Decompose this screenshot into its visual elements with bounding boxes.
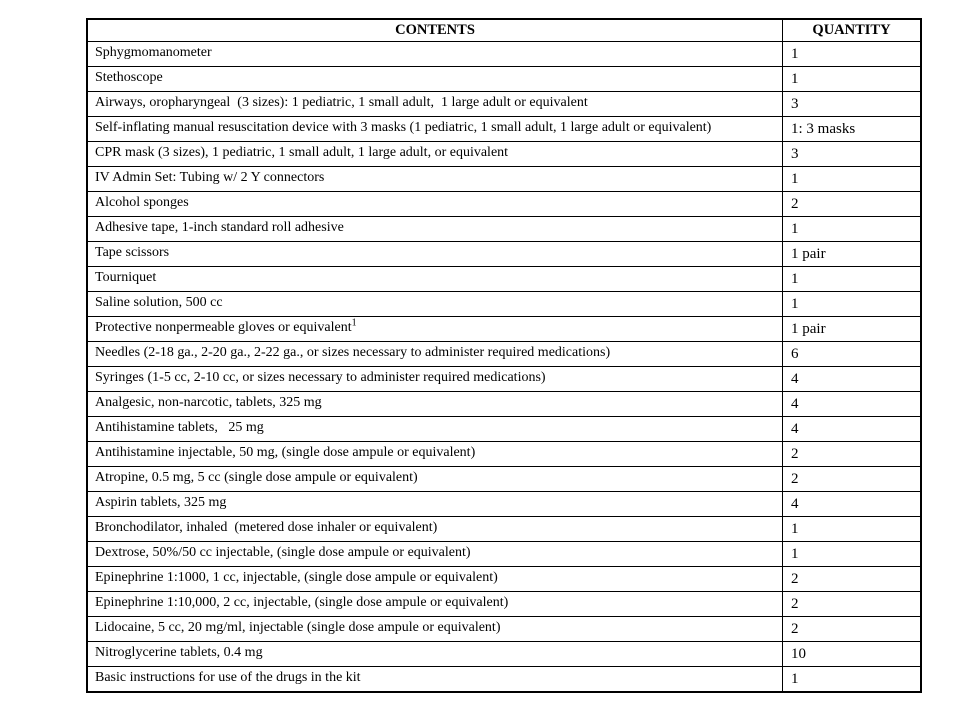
table-row [87, 117, 921, 142]
contents-cell: Dextrose, 50%/50 cc injectable, (single dose ampule or equivalent) [87, 542, 783, 567]
contents-cell: Needles (2-18 ga., 2-20 ga., 2-22 ga., or sizes necessary to administer required medications) [87, 342, 783, 367]
quantity-cell: 3 [783, 92, 922, 117]
contents-cell: Lidocaine, 5 cc, 20 mg/ml, injectable (single dose ampule or equivalent) [87, 617, 783, 642]
quantity-column-header: QUANTITY [783, 19, 922, 42]
contents-cell: Stethoscope [87, 67, 783, 92]
contents-cell: Self-inflating manual resuscitation device with 3 masks (1 pediatric, 1 small adult, 1 large adult or equivalent) [87, 117, 783, 142]
table-row [87, 567, 921, 592]
quantity-cell: 2 [783, 567, 922, 592]
contents-cell: Aspirin tablets, 325 mg [87, 492, 783, 517]
contents-cell: Protective nonpermeable gloves or equivalent$^1$ [87, 317, 783, 342]
contents-cell: Sphygmomanometer [87, 42, 783, 67]
contents-cell: Airways, oropharyngeal (3 sizes): 1 pediatric, 1 small adult, 1 large adult or equivalent [87, 92, 783, 117]
quantity-cell: 1 [783, 517, 922, 542]
contents-cell: Atropine, 0.5 mg, 5 cc (single dose ampule or equivalent) [87, 467, 783, 492]
contents-cell: Epinephrine 1:1000, 1 cc, injectable, (single dose ampule or equivalent) [87, 567, 783, 592]
contents-cell: Bronchodilator, inhaled (metered dose inhaler or equivalent) [87, 517, 783, 542]
table-row [87, 667, 921, 693]
contents-cell: Saline solution, 500 cc [87, 292, 783, 317]
quantity-cell: 2 [783, 442, 922, 467]
table-row [87, 242, 921, 267]
table-row [87, 492, 921, 517]
quantity-cell: 4 [783, 417, 922, 442]
table-row [87, 367, 921, 392]
quantity-cell: 1 [783, 67, 922, 92]
quantity-cell: 4 [783, 367, 922, 392]
contents-cell: Nitroglycerine tablets, 0.4 mg [87, 642, 783, 667]
table-row [87, 217, 921, 242]
contents-cell: Adhesive tape, 1-inch standard roll adhesive [87, 217, 783, 242]
contents-cell: Basic instructions for use of the drugs in the kit [87, 667, 783, 693]
table-row [87, 92, 921, 117]
table-row [87, 542, 921, 567]
table-row [87, 342, 921, 367]
contents-cell: Antihistamine injectable, 50 mg, (single dose ampule or equivalent) [87, 442, 783, 467]
quantity-cell: 1 [783, 542, 922, 567]
table-row [87, 317, 921, 342]
quantity-cell: 4 [783, 492, 922, 517]
quantity-cell: 1 [783, 667, 922, 693]
medical-kit-contents-table [86, 18, 922, 693]
quantity-cell: 2 [783, 467, 922, 492]
table-row [87, 392, 921, 417]
quantity-cell: 1 [783, 217, 922, 242]
quantity-cell: 2 [783, 192, 922, 217]
contents-cell: Alcohol sponges [87, 192, 783, 217]
table-row [87, 192, 921, 217]
contents-cell: Antihistamine tablets, 25 mg [87, 417, 783, 442]
contents-cell: Epinephrine 1:10,000, 2 cc, injectable, (single dose ampule or equivalent) [87, 592, 783, 617]
table-row [87, 267, 921, 292]
table-row [87, 592, 921, 617]
table-row [87, 42, 921, 67]
quantity-cell: 1: 3 masks [783, 117, 922, 142]
quantity-cell: 10 [783, 642, 922, 667]
table-row [87, 417, 921, 442]
contents-cell: IV Admin Set: Tubing w/ 2 Y connectors [87, 167, 783, 192]
quantity-cell: 3 [783, 142, 922, 167]
contents-cell: Tape scissors [87, 242, 783, 267]
table-body [87, 42, 921, 693]
contents-cell: Syringes (1-5 cc, 2-10 cc, or sizes necessary to administer required medications) [87, 367, 783, 392]
quantity-cell: 1 pair [783, 242, 922, 267]
contents-cell: Tourniquet [87, 267, 783, 292]
quantity-cell: 6 [783, 342, 922, 367]
table-row [87, 142, 921, 167]
contents-column-header: CONTENTS [87, 19, 783, 42]
table-row [87, 67, 921, 92]
table-header [87, 19, 921, 42]
table-row [87, 167, 921, 192]
table-row [87, 642, 921, 667]
table-row [87, 617, 921, 642]
quantity-cell: 1 [783, 267, 922, 292]
quantity-cell: 4 [783, 392, 922, 417]
quantity-cell: 1 [783, 167, 922, 192]
quantity-cell: 1 [783, 42, 922, 67]
quantity-cell: 1 pair [783, 317, 922, 342]
table-row [87, 442, 921, 467]
table-row [87, 517, 921, 542]
footnote-marker: 1 [351, 317, 357, 329]
contents-cell: Analgesic, non-narcotic, tablets, 325 mg [87, 392, 783, 417]
quantity-cell: 2 [783, 617, 922, 642]
quantity-cell: 2 [783, 592, 922, 617]
contents-cell: CPR mask (3 sizes), 1 pediatric, 1 small adult, 1 large adult, or equivalent [87, 142, 783, 167]
table-row [87, 292, 921, 317]
quantity-cell: 1 [783, 292, 922, 317]
table-row [87, 467, 921, 492]
header-row [87, 19, 921, 42]
